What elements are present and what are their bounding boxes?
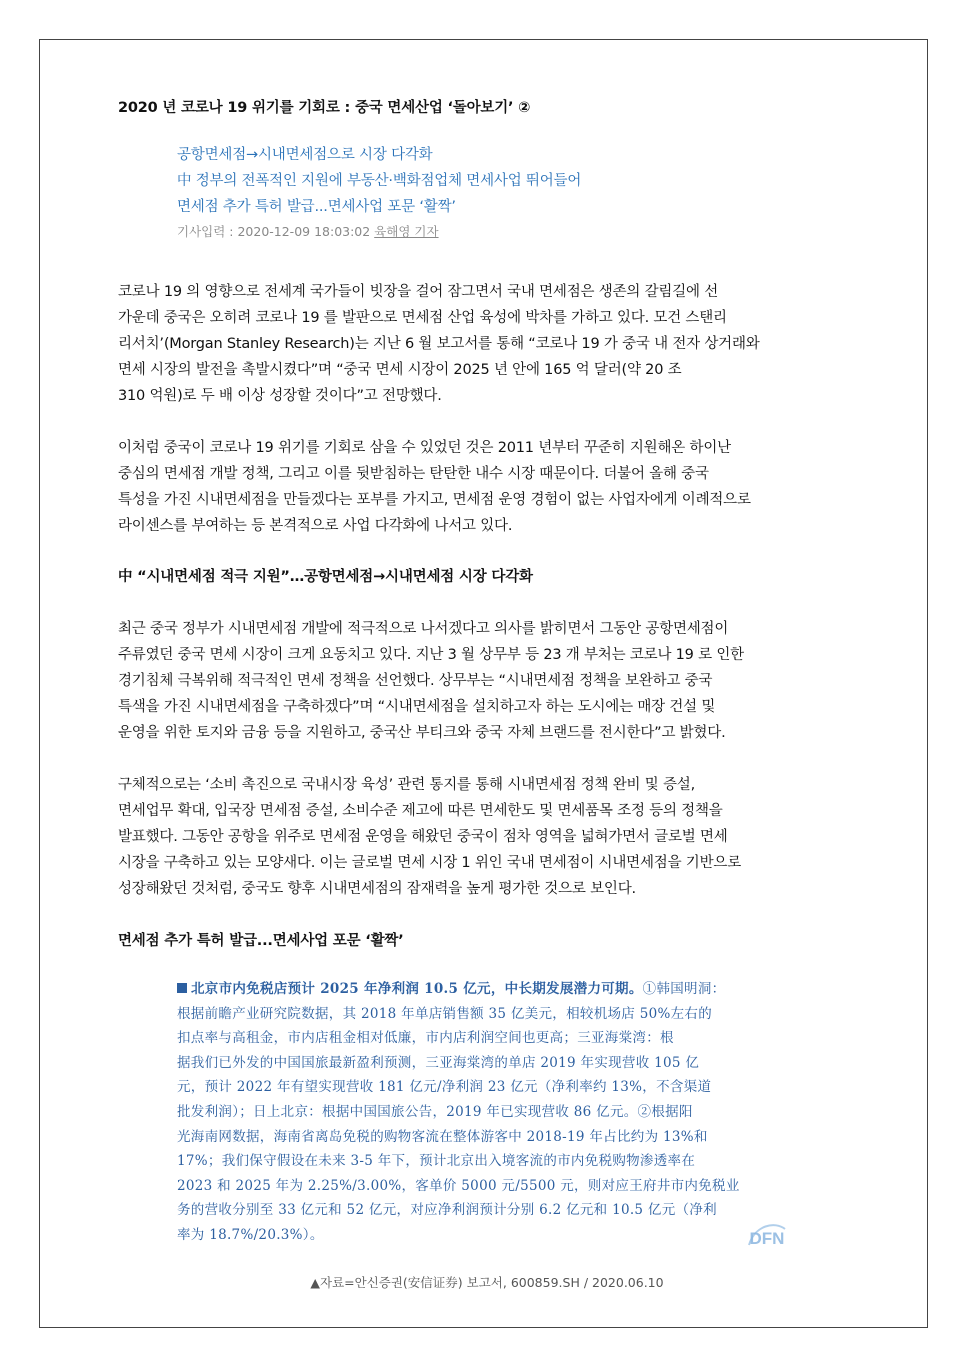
excerpt-line: 扣点率与高租金，市内店租金相对低廉，市内店利润空间也更高；三亚海棠湾：根 <box>177 1030 674 1047</box>
section-heading-1: 中 “시내면세점 적극 지원”…공항면세점→시내면세점 시장 다각화 <box>118 569 533 585</box>
section-heading-2: 면세점 추가 특허 발급...면세사업 포문 ‘활짝’ <box>118 933 404 949</box>
byline <box>177 221 856 243</box>
dfn-watermark-logo <box>745 1217 789 1251</box>
excerpt-lead: 北京市内免税店预计 2025 年净利润 10.5 亿元，中长期发展潜力可期。 <box>191 981 643 997</box>
figure-caption: ▲자료=안신증권(安信证券) 보고서, 600859.SH / 2020.06.10 <box>310 1275 664 1290</box>
excerpt-line: 17%；我们保守假设在未来 3-5 年下，预计北京出入境客流的市内免税购物渗透率在 <box>177 1153 696 1170</box>
article-body <box>118 98 856 1291</box>
subheadline-block <box>177 142 856 243</box>
section1-paragraph-1: 최근 중국 정부가 시내면세점 개발에 적극적으로 나서겠다고 의사를 밝히면서 그동안 공항면세점이 주류였던 중국 면세 시장이 크게 요동치고 있다. 지난 3 월 상무부 등 23 개 부처는 코로나 19 로 인한 경기침체 극복위해 적극적인 면세 정책을 선언했다. 상무부는 “시내면세점 정책을 보완하고 중국 특색을 가진 시내면세점을 구축하겠다”며 “시내면세점을 설치하고자 하는 도시에는 매장 건설 및 운영을 위한 토지와 금융 등을 지원하고, 중국산 부티크와 중국 자체 브랜드를 전시한다”고 밝혔다. <box>118 621 744 741</box>
excerpt-line: 2023 和 2025 年为 2.25%/3.00%，客单价 5000 元/5500 元，则对应王府井市内免税业 <box>177 1177 740 1194</box>
excerpt-line-1: 北京市内免税店预计 2025 年净利润 10.5 亿元，中长期发展潜力可期。①韩国明洞： <box>177 977 789 1002</box>
excerpt-line: 批发利润）；日上北京：根据中国国旅公告，2019 年已实现营收 86 亿元。②根据阳 <box>177 1103 693 1120</box>
reporter-link[interactable]: 육해영 기자 <box>374 224 439 239</box>
svg-text:DFN: DFN <box>749 1229 785 1248</box>
excerpt-line: 率为 18.7%/20.3%）。 <box>177 1226 324 1243</box>
excerpt-line: 务的营收分别至 33 亿元和 52 亿元，对应净利润预计分别 6.2 亿元和 10.5 亿元（净利 <box>177 1202 717 1219</box>
subheadline-2: 中 정부의 전폭적인 지원에 부동산·백화점업체 면세사업 뛰어들어 <box>177 173 582 189</box>
excerpt-line: 光海南网数据，海南省离岛免税的购物客流在整体游客中 2018-19 年占比约为 13%和 <box>177 1128 708 1145</box>
excerpt-line: 根据前瞻产业研究院数据，其 2018 年单店销售额 35 亿美元，相较机场店 50%左右的 <box>177 1005 712 1022</box>
report-excerpt-image <box>177 977 789 1267</box>
document-page <box>39 39 928 1328</box>
excerpt-line: 据我们已外发的中国国旅最新盈利预测，三亚海棠湾的单店 2019 年实现营收 105 亿 <box>177 1054 700 1071</box>
publish-date: 기사입력 : 2020-12-09 18:03:02 <box>177 224 375 239</box>
intro-paragraph-1: 코로나 19 의 영향으로 전세계 국가들이 빗장을 걸어 잠그면서 국내 면세점은 생존의 갈림길에 선 가운데 중국은 오히려 코로나 19 를 발판으로 면세점 산업 육성에 박차를 가하고 있다. 모건 스탠리 리서치’(Morgan Stanley Research)는 지난 6 월 보고서를 통해 “코로나 19 가 중국 내 전자 상거래와 면세 시장의 발전을 촉발시켰다”며 “중국 면세 시장이 2025 년 안에 165 억 달러(약 20 조 310 억원)로 두 배 이상 성장할 것이다”고 전망했다. <box>118 284 760 404</box>
excerpt-line: 元，预计 2022 年有望实现营收 181 亿元/净利润 23 亿元（净利率约 13%，不含渠道 <box>177 1079 712 1096</box>
intro-paragraph-2: 이처럼 중국이 코로나 19 위기를 기회로 삼을 수 있었던 것은 2011 년부터 꾸준히 지원해온 하이난 중심의 면세점 개발 정책, 그리고 이를 뒷받침하는 탄탄한 내수 시장 때문이다. 더불어 올해 중국 특성을 가진 시내면세점을 만들겠다는 포부를 가지고, 면세점 운영 경험이 없는 사업자에게 이례적으로 라이센스를 부여하는 등 본격적으로 사업 다각화에 나서고 있다. <box>118 440 751 534</box>
square-bullet-icon <box>177 983 187 993</box>
subheadline-1: 공항면세점→시내면세점으로 시장 다각화 <box>177 147 433 163</box>
article-title: 2020 년 코로나 19 위기를 기회로 : 중국 면세산업 ‘돌아보기’ ② <box>118 100 531 116</box>
section1-paragraph-2: 구체적으로는 ‘소비 촉진으로 국내시장 육성’ 관련 통지를 통해 시내면세점 정책 완비 및 증설, 면세업무 확대, 입국장 면세점 증설, 소비수준 제고에 따른 면세한도 및 면세품목 조정 등의 정책을 발표했다. 그동안 공항을 위주로 면세점 운영을 해왔던 중국이 점차 영역을 넓혀가면서 글로벌 면세 시장을 구축하고 있는 모양새다. 이는 글로벌 면세 시장 1 위인 국내 면세점이 시내면세점을 기반으로 성장해왔던 것처럼, 중국도 향후 시내면세점의 잠재력을 높게 평가한 것으로 보인다. <box>118 777 742 897</box>
subheadline-3: 면세점 추가 특허 발급...면세사업 포문 ‘활짝’ <box>177 199 456 215</box>
